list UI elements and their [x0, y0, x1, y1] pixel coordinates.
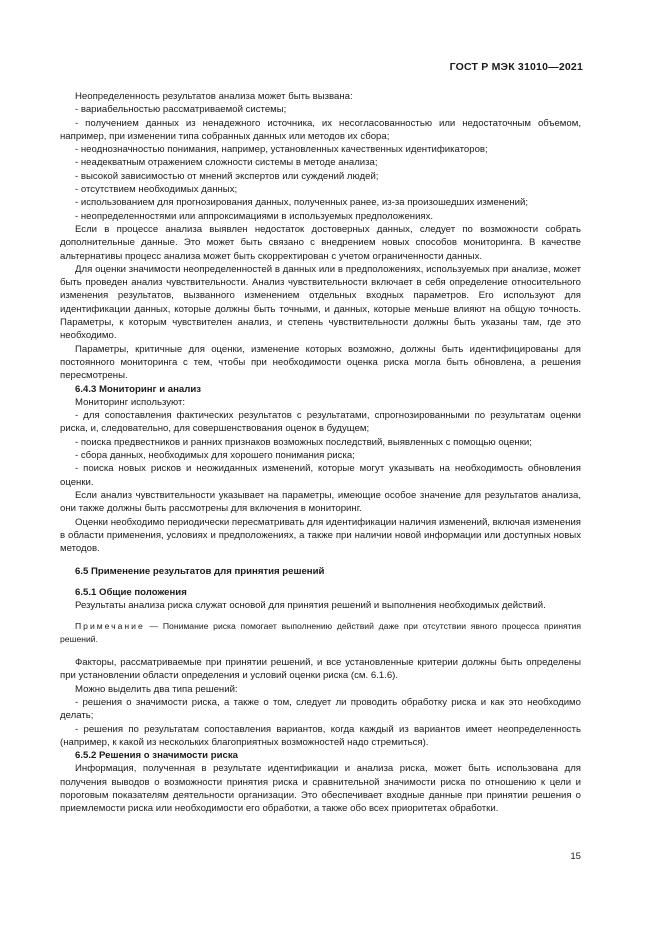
paragraph: Оценки необходимо периодически пересматривать для идентификации наличия изменений, включая изменения в области применения, условиях и предположениях, а также при наличии новой информации или доступных новых методов.	[60, 516, 581, 555]
paragraph: Если анализ чувствительности указывает на параметры, имеющие особое значение для результатов анализа, они также должны быть рассмотрены для включения в мониторинг.	[60, 489, 581, 515]
paragraph: Для оценки значимости неопределенностей в данных или в предположениях, используемых при анализе, может быть проведен анализ чувствительности. Анализ чувствительности включает в себя определение относительного изменения результатов, вызванного изменением отдельных входных параметров. Его используют для идентификации данных, которые должны быть точными, и данных, которые меньше влияют на общую точность. Параметры, к которым чувствителен анализ, и степень чувствительности должны быть указаны там, где это необходимо.	[60, 263, 581, 342]
document-header: ГОСТ Р МЭК 31010—2021	[449, 61, 583, 73]
section-heading: 6.5 Применение результатов для принятия решений	[75, 566, 325, 578]
subsection-heading: 6.4.3 Мониторинг и анализ	[75, 383, 201, 395]
paragraph: Информация, полученная в результате идентификации и анализа риска, может быть использована для получения выводов о возможности принятия риска и сравнительной значимости риска по отношению к цели и пороговым показателям деятельности организации. Это обеспечивает входные данные при принятии решения о приемлемости риска или необходимости его обработки, а также обо всех приоритетах обработки.	[60, 763, 581, 815]
paragraph: Факторы, рассматриваемые при принятии решений, и все установленные критерии должны быть определены при установлении области определения и условий оценки риска (см. 6.1.6).	[60, 657, 581, 682]
list-item: - отсутствием необходимых данных;	[75, 184, 238, 196]
list-item: - неопределенностями или аппроксимациями в используемых предположениях.	[75, 210, 434, 222]
list-item: - неоднозначностью понимания, например, установленных качественных идентификаторов;	[75, 144, 488, 156]
list-item: - сбора данных, необходимых для хорошего понимания риска;	[75, 450, 355, 462]
paragraph: Параметры, критичные для оценки, изменение которых возможно, должны быть идентифицированы для постоянного мониторинга с тем, чтобы при необходимости оценка риска могла быть обновлена, а решения пересмотрены.	[60, 343, 581, 382]
paragraph: Если в процессе анализа выявлен недостаток достоверных данных, следует по возможности собрать дополнительные данные. Это может быть связано с внедрением новых способов мониторинга. В качестве альтернативы процесс анализа может быть скорректирован с учетом ограниченности данных.	[60, 223, 581, 262]
paragraph: Результаты анализа риска служат основой для принятия решений и выполнения необходимых действий.	[75, 599, 546, 611]
list-item: - получением данных из ненадежного источника, их несогласованностью или недостаточным объемом, например, при изменении типа собранных данных или методов их сбора;	[60, 117, 581, 142]
list-item: - использованием для прогнозирования данных, полученных ранее, из-за произошедших изменений;	[75, 197, 529, 209]
paragraph: Неопределенность результатов анализа может быть вызвана:	[75, 91, 353, 102]
subsection-heading: 6.5.1 Общие положения	[75, 586, 187, 598]
list-item: - вариабельностью рассматриваемой системы;	[75, 104, 287, 116]
note-label: Примечание	[75, 621, 145, 632]
list-item: - для сопоставления фактических результатов с результатами, спрогнозированными по результатам оценки риска, и, следовательно, для совершенствования оценок в будущем;	[60, 410, 581, 435]
list-item: - поиска новых рисков и неожиданных изменений, которые могут указывать на необходимость обновления оценки.	[60, 463, 581, 488]
paragraph: Можно выделить два типа решений:	[75, 683, 238, 695]
list-item: - высокой зависимостью от мнений экспертов или суждений людей;	[75, 170, 379, 182]
note	[60, 620, 581, 645]
list-item: - поиска предвестников и ранних признаков возможных последствий, выявленных с помощью оценки;	[75, 436, 532, 448]
page-body	[60, 90, 581, 816]
list-item: - решения по результатам сопоставления вариантов, когда каждый из вариантов имеет неопределенность (например, к какой из нескольких благоприятных возможностей надо стремиться).	[60, 723, 581, 748]
note-text: — Понимание риска помогает выполнению действий даже при отсутствии явного процесса принятия решений.	[60, 621, 581, 644]
subsection-heading: 6.5.2 Решения о значимости риска	[75, 750, 238, 762]
list-item: - решения о значимости риска, а также о том, следует ли проводить обработку риска и как это необходимо делать;	[60, 696, 581, 722]
list-item: - неадекватным отражением сложности системы в методе анализа;	[75, 157, 378, 169]
page-number: 15	[570, 851, 581, 862]
paragraph: Мониторинг используют:	[75, 396, 186, 408]
